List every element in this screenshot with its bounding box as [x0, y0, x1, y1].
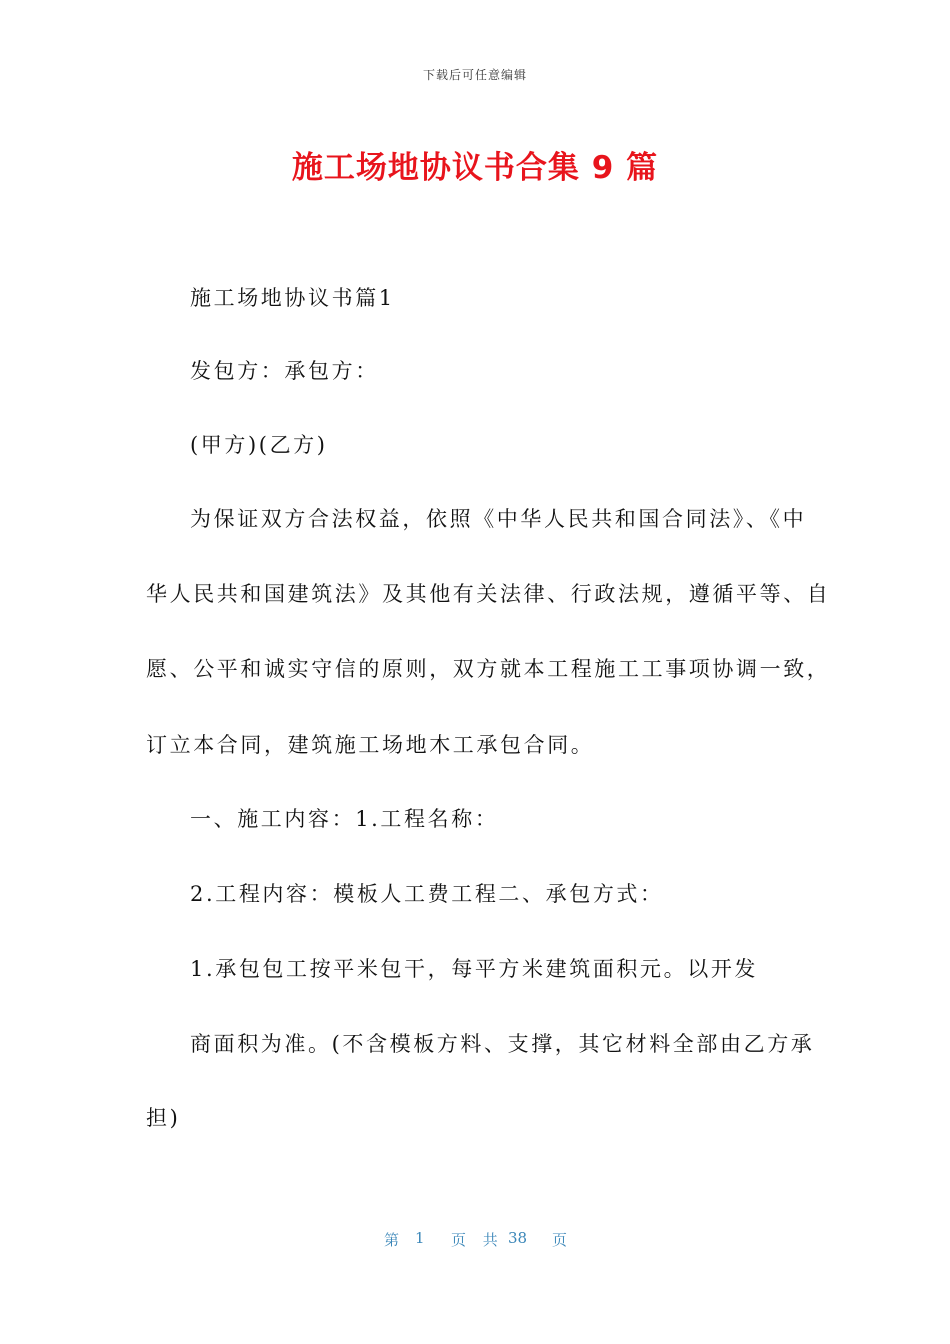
footer-suffix: 页 [552, 1231, 568, 1249]
parties-line: 发包方：承包方： [190, 359, 379, 383]
clause-line: 一、施工内容：1.工程名称： [190, 807, 499, 831]
footer-current-page: 1 [415, 1229, 425, 1247]
footer-prefix: 第 [384, 1231, 400, 1249]
clause-line: 2.工程内容：模板人工费工程二、承包方式： [190, 882, 664, 906]
paragraph-line: 订立本合同，建筑施工场地木工承包合同。 [146, 733, 595, 757]
paragraph-line: 为保证双方合法权益，依照《中华人民共和国合同法》、《中 [190, 507, 807, 531]
clause-line: 1.承包包工按平米包干，每平方米建筑面积元。以开发 [190, 957, 759, 981]
parties-roles: (甲方)(乙方) [190, 433, 328, 457]
page-footer [0, 1229, 950, 1251]
section-heading: 施工场地协议书篇1 [190, 286, 395, 310]
footer-middle: 页 共 [451, 1231, 504, 1249]
paragraph-line: 华人民共和国建筑法》及其他有关法律、行政法规，遵循平等、自 [146, 582, 831, 606]
document-title: 施工场地协议书合集 9 篇 [291, 150, 659, 186]
paragraph-line: 愿、公平和诚实守信的原则，双方就本工程施工工事项协调一致， [146, 657, 831, 681]
footer-total-pages: 38 [508, 1229, 528, 1247]
clause-line: 担) [146, 1106, 181, 1130]
clause-line: 商面积为准。(不含模板方料、支撑，其它材料全部由乙方承 [190, 1032, 815, 1056]
header-note: 下载后可任意编辑 [422, 68, 527, 82]
